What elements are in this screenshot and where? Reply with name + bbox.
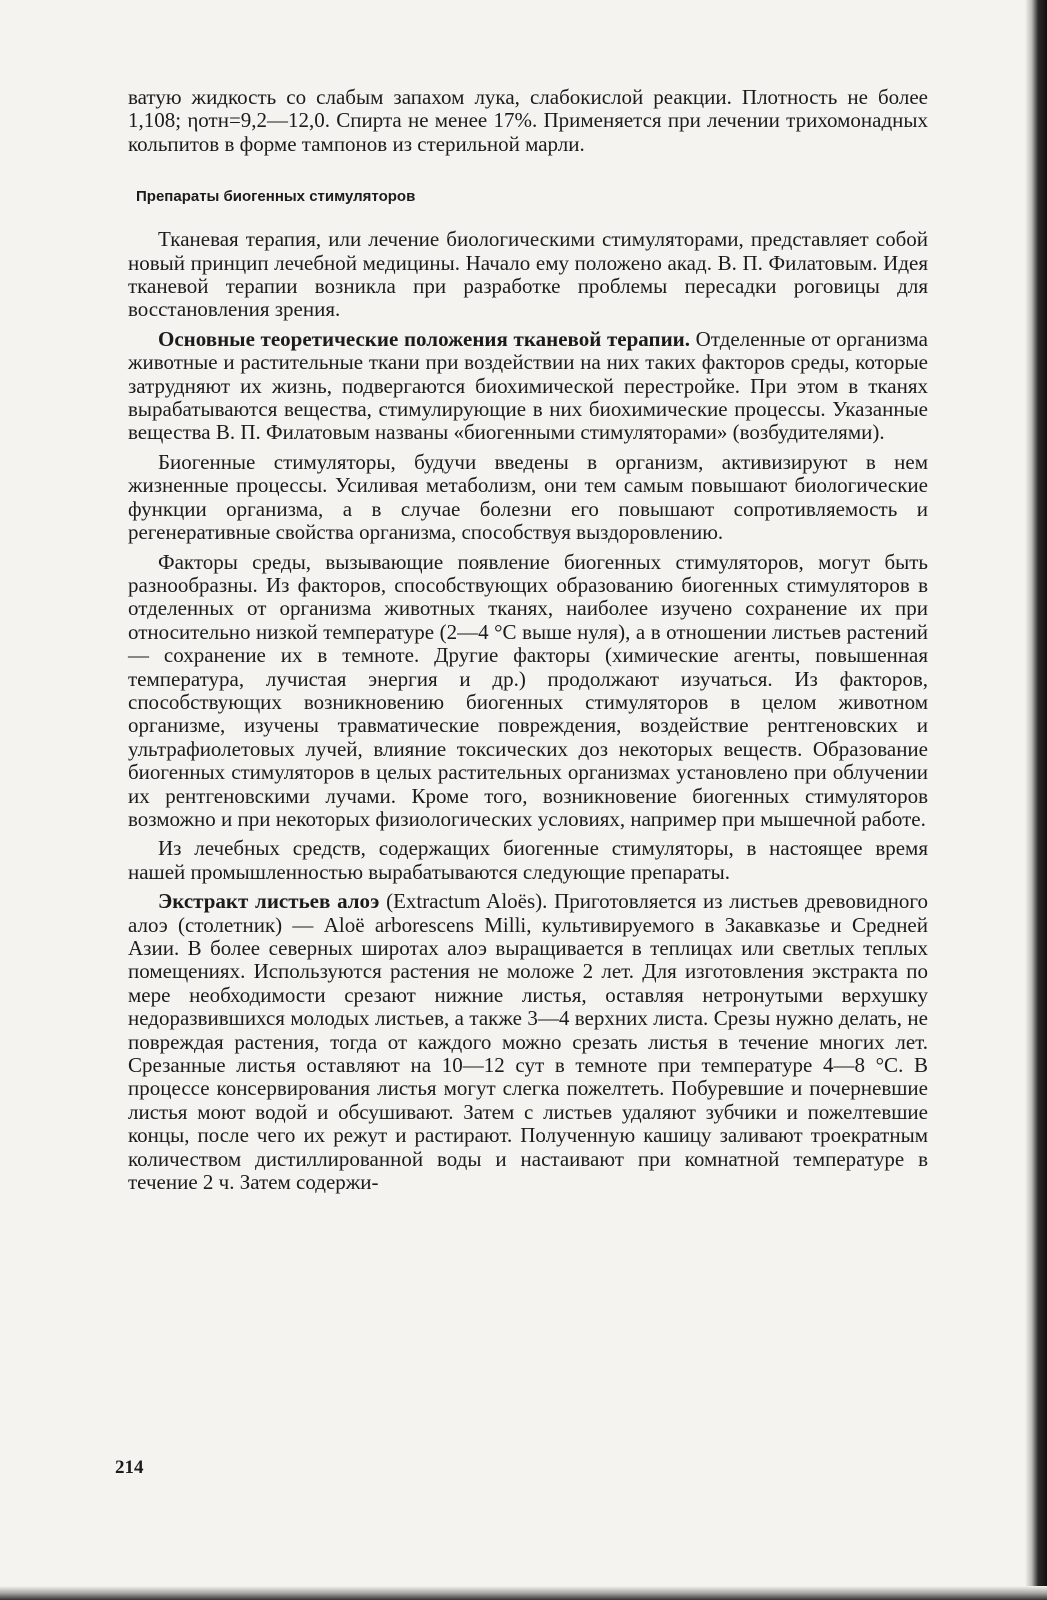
section-title: Препараты биогенных стимуляторов: [136, 188, 416, 206]
paragraph-aloe-extract: [128, 890, 928, 1194]
paragraph-aloe-heading: Экстракт листьев алоэ: [158, 889, 380, 914]
page-edge-shadow-bottom: [0, 1586, 1047, 1600]
paragraph-theory-heading: Основные теоретические положения тканевой терапии.: [158, 326, 691, 351]
paragraph-biogenic-stimulators: Биогенные стимуляторы, будучи введены в организм, активизируют в нем жизненные процессы. Усиливая метаболизм, они тем самым повышают биологические функции организма, а в случае болезни его повышают сопротивляемость и регенеративные свойства организма, способствуя выздоровлению.: [128, 449, 928, 545]
paragraph-theory-text: Отделенные от организма животные и растительные ткани при воздействии на них таких факторов среды, которые затрудняют их жизнь, подвергаются биохимической перестройке. При этом в тканях вырабатываются вещества, стимулирующие в них биохимические процессы. Указанные вещества В. П. Филатовым названы «биогенными стимуляторами» (возбудителями).: [128, 326, 928, 445]
page-number: 214: [115, 1457, 144, 1478]
paragraph-aloe-text: (Extractum Aloës). Приготовляется из листьев древовидного алоэ (столетник) — Aloë arborescens Milli, культивируемого в Закавказье и Средней Азии. В более северных широтах алоэ выращивается в теплицах или светлых теплых помещениях. Используются растения не моложе 2 лет. Для изготовления экстракта по мере необходимости срезают нижние листья, оставляя нетронутыми верхушку недоразвившихся молодых листьев, а также 3—4 верхних листа. Срезы нужно делать, не повреждая растения, тогда от каждого можно срезать листья в течение многих лет. Срезанные листья оставляют на 10—12 сут в темноте при температуре 4—8 °С. В процессе консервирования листья могут слегка пожелтеть. Побуревшие и почерневшие листья моют водой и обсушивают. Затем с листьев удаляют зубчики и пожелтевшие концы, после чего их режут и растирают. Полученную кашицу заливают троекратным количеством дистиллированной воды и настаивают при комнатной температуре в течение 2 ч. Затем содержи-: [128, 889, 928, 1195]
page-body: [128, 86, 928, 1194]
paragraph-preparations-intro: Из лечебных средств, содержащих биогенные стимуляторы, в настоящее время нашей промышленностью вырабатываются следующие препараты.: [128, 836, 928, 884]
page-edge-shadow-right: [1025, 0, 1047, 1600]
paragraph-continuation: ватую жидкость со слабым запахом лука, слабокислой реакции. Плотность не более 1,108; ηотн=9,2—12,0. Спирта не менее 17%. Применяется при лечении трихомонадных кольпитов в форме тампонов из стерильной марли.: [128, 85, 928, 156]
paragraph-tissue-therapy: Тканевая терапия, или лечение биологическими стимуляторами, представляет собой новый принцип лечебной медицины. Начало ему положено акад. В. П. Филатовым. Идея тканевой терапии возникла при разработке проблемы пересадки роговицы для восстановления зрения.: [128, 227, 928, 322]
paragraph-theory: [128, 328, 928, 445]
paragraph-environment-factors: Факторы среды, вызывающие появление биогенных стимуляторов, могут быть разнообразны. Из факторов, способствующих образованию биогенных стимуляторов в отделенных от организма животных тканях, наиболее изучено сохранение их при относительно низкой температуре (2—4 °С выше нуля), а в отношении листьев растений — сохранение их в темноте. Другие факторы (химические агенты, повышенная температура, лучистая энергия и др.) продолжают изучаться. Из факторов, способствующих возникновению биогенных стимуляторов в целом животном организме, изучены травматические повреждения, воздействие рентгеновских и ультрафиолетовых лучей, влияние токсических доз некоторых веществ. Образование биогенных стимуляторов в целых растительных организмах установлено при облучении их рентгеновскими лучами. Кроме того, возникновение биогенных стимуляторов возможно и при некоторых физиологических условиях, например при мышечной работе.: [128, 549, 928, 831]
